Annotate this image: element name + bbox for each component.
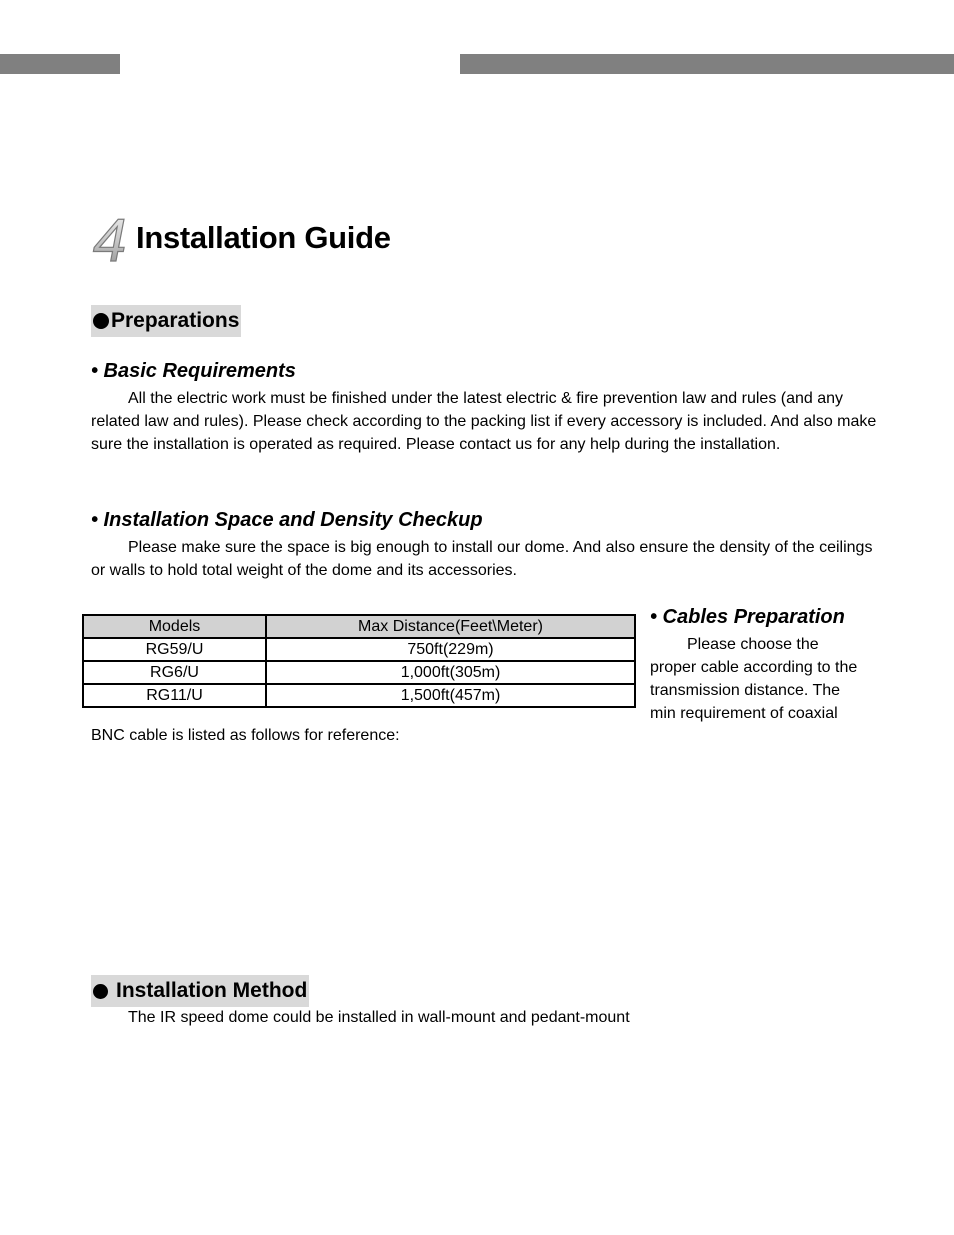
cable-distance-table [82, 614, 636, 708]
installation-method-heading-text: Installation Method [116, 979, 308, 1002]
header-bar-right [460, 54, 954, 74]
bullet-icon [93, 984, 108, 999]
table-cell-model: RG6/U [83, 661, 266, 684]
table-cell-model: RG59/U [83, 638, 266, 661]
cables-preparation-heading: • Cables Preparation [650, 606, 845, 628]
space-checkup-heading: • Installation Space and Density Checkup [91, 509, 483, 531]
basic-requirements-heading: • Basic Requirements [91, 360, 296, 382]
cables-text-line-3: transmission distance. The [650, 682, 841, 699]
preparations-heading-text: Preparations [111, 309, 240, 332]
header-bar-left [0, 54, 120, 74]
table-cell-distance: 750ft(229m) [266, 638, 635, 661]
table-header-row [83, 615, 635, 638]
page-title: Installation Guide [136, 220, 391, 255]
table-header-models: Models [83, 615, 266, 638]
table-cell-distance: 1,000ft(305m) [266, 661, 635, 684]
cables-text-line-4: min requirement of coaxial [650, 705, 838, 722]
installation-method-heading [91, 975, 309, 1007]
table-row [83, 638, 635, 661]
chapter-number: 4 [93, 208, 127, 268]
table-header-distance: Max Distance(Feet\Meter) [266, 615, 635, 638]
preparations-heading [91, 305, 241, 337]
chapter-number-graphic [92, 208, 136, 268]
space-checkup-text: Please make sure the space is big enough to install our dome. And also ensure the density of the ceilings or walls to hold total weight of the dome and its accessories. [91, 539, 873, 579]
table-cell-model: RG11/U [83, 684, 266, 707]
cables-text-continuation: BNC cable is listed as follows for reference: [91, 727, 400, 744]
table-row [83, 661, 635, 684]
cables-text-line-2: proper cable according to the [650, 659, 858, 676]
installation-method-text: The IR speed dome could be installed in wall-mount and pedant-mount [128, 1009, 630, 1026]
bullet-icon [93, 313, 109, 329]
basic-requirements-text: All the electric work must be finished under the latest electric & fire prevention law and rules (and any related law and rules). Please check according to the packing list if every accessory is included. And also make sure the installation is operated as required. Please contact us for any help during the installation. [91, 390, 877, 453]
table-cell-distance: 1,500ft(457m) [266, 684, 635, 707]
cables-text-line-1: Please choose the [687, 636, 819, 653]
table-row [83, 684, 635, 707]
chapter-heading [92, 208, 391, 268]
